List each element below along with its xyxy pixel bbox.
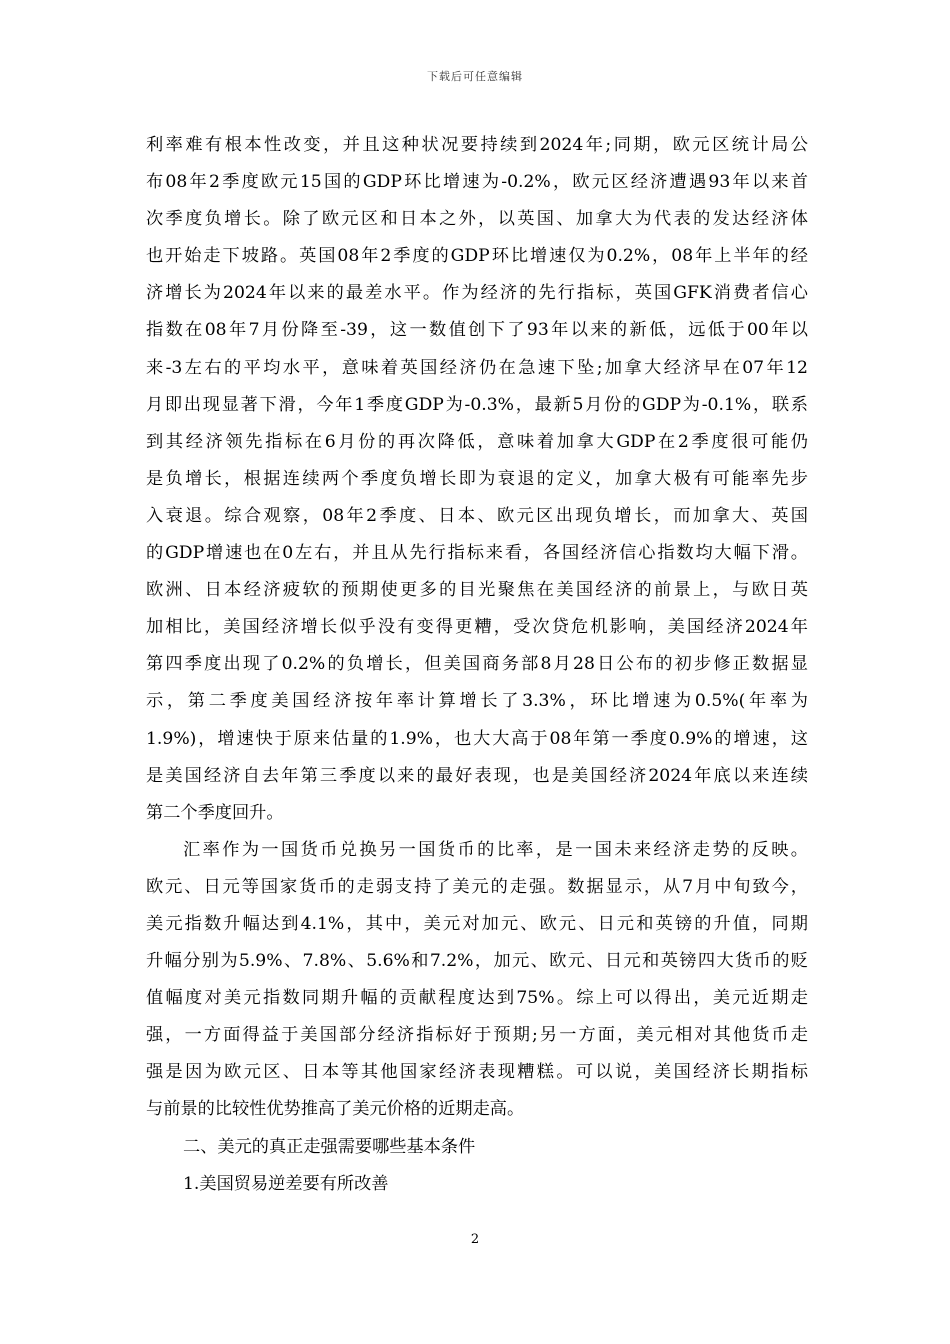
document-body: [146, 127, 808, 1203]
text-line: 1.9%)，增速快于原来估量的1.9%，也大大高于08年第一季度0.9%的增速，这: [146, 728, 808, 749]
paragraph-2: [146, 832, 808, 1129]
text-line: 与前景的比较性优势推高了美元价格的近期走高。: [146, 1099, 525, 1120]
text-line: 也开始走下坡路。英国08年2季度的GDP环比增速仅为0.2%，08年上半年的经: [146, 246, 808, 267]
text-line: 示，第二季度美国经济按年率计算增长了3.3%，环比增速为0.5%(年率为: [146, 691, 808, 712]
text-line: 入衰退。综合观察，08年2季度、日本、欧元区出现负增长，而加拿大、英国: [146, 505, 808, 526]
text-line: 值幅度对美元指数同期升幅的贡献程度达到75%。综上可以得出，美元近期走: [146, 988, 808, 1009]
text-line: 布08年2季度欧元15国的GDP环比增速为-0.2%，欧元区经济遭遇93年以来首: [146, 172, 808, 193]
text-line: 次季度负增长。除了欧元区和日本之外，以英国、加拿大为代表的发达经济体: [146, 209, 808, 230]
text-line: 第四季度出现了0.2%的负增长，但美国商务部8月28日公布的初步修正数据显: [146, 654, 808, 675]
text-line: 欧洲、日本经济疲软的预期使更多的目光聚焦在美国经济的前景上，与欧日英: [146, 580, 808, 601]
text-line: 济增长为2024年以来的最差水平。作为经济的先行指标，英国GFK消费者信心: [146, 283, 808, 304]
subsection-heading: 1.美国贸易逆差要有所改善: [183, 1173, 389, 1194]
text-line: 的GDP增速也在0左右，并且从先行指标来看，各国经济信心指数均大幅下滑。: [146, 543, 808, 564]
text-line: 强，一方面得益于美国部分经济指标好于预期;另一方面，美元相对其他货币走: [146, 1025, 808, 1046]
text-line: 美元指数升幅达到4.1%，其中，美元对加元、欧元、日元和英镑的升值，同期: [146, 913, 808, 934]
text-line: 加相比，美国经济增长似乎没有变得更糟，受次贷危机影响，美国经济2024年: [146, 617, 808, 638]
text-line: 强是因为欧元区、日本等其他国家经济表现糟糕。可以说，美国经济长期指标: [146, 1062, 808, 1083]
text-line: 升幅分别为5.9%、7.8%、5.6%和7.2%，加元、欧元、日元和英镑四大货币的贬: [146, 951, 808, 972]
page-header: 下载后可任意编辑: [427, 70, 523, 83]
section-heading: 二、美元的真正走强需要哪些基本条件: [183, 1136, 476, 1157]
text-line: 是负增长，根据连续两个季度负增长即为衰退的定义，加拿大极有可能率先步: [146, 468, 808, 489]
text-line: 是美国经济自去年第三季度以来的最好表现，也是美国经济2024年底以来连续: [146, 765, 808, 786]
text-line: 指数在08年7月份降至-39，这一数值创下了93年以来的新低，远低于00年以: [146, 320, 808, 341]
paragraph-1: [146, 127, 808, 832]
text-line: 汇率作为一国货币兑换另一国货币的比率，是一国未来经济走势的反映。: [183, 839, 808, 860]
text-line: 第二个季度回升。: [146, 802, 284, 823]
text-line: 月即出现显著下滑，今年1季度GDP为-0.3%，最新5月份的GDP为-0.1%，联系: [146, 394, 808, 415]
text-line: 欧元、日元等国家货币的走弱支持了美元的走强。数据显示，从7月中旬致今，: [146, 876, 808, 897]
page-number: 2: [470, 1232, 480, 1247]
text-line: 利率难有根本性改变，并且这种状况要持续到2024年;同期，欧元区统计局公: [146, 135, 808, 155]
text-line: 来-3左右的平均水平，意味着英国经济仍在急速下坠;加拿大经济早在07年12: [146, 357, 808, 378]
text-line: 到其经济领先指标在6月份的再次降低，意味着加拿大GDP在2季度很可能仍: [146, 431, 808, 452]
